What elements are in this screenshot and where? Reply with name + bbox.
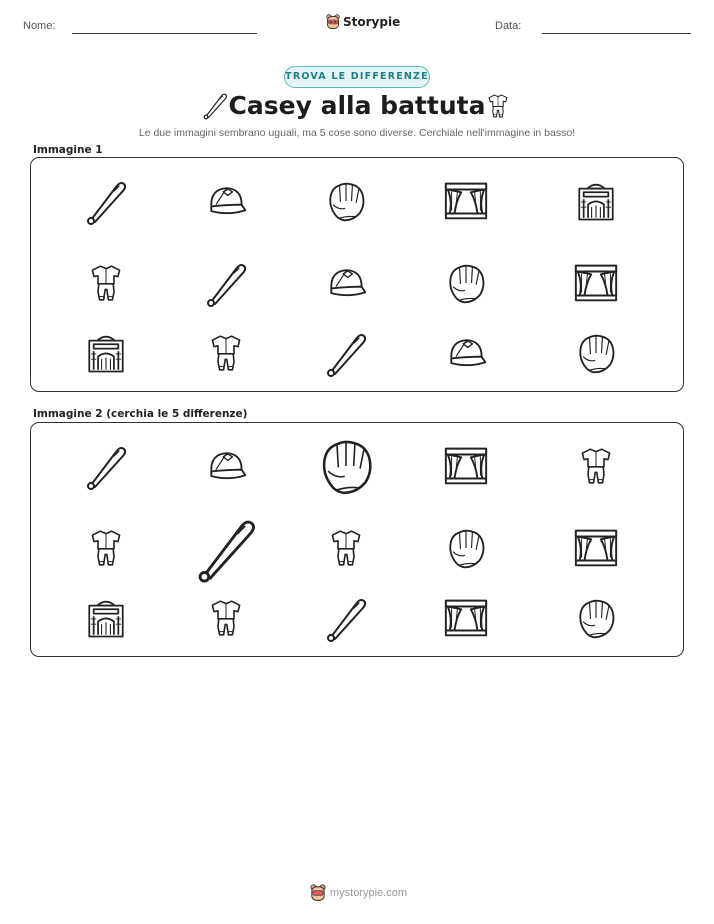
page-title: Casey alla battuta bbox=[228, 91, 486, 120]
section2-label: Immagine 2 (cerchia le 5 differenze) bbox=[33, 408, 248, 420]
theater-icon[interactable] bbox=[84, 593, 128, 643]
bear-icon bbox=[326, 14, 340, 30]
footer-url[interactable]: mystorypie.com bbox=[330, 887, 408, 899]
uniform-icon bbox=[485, 90, 511, 126]
uniform-icon[interactable] bbox=[86, 258, 126, 308]
stage-icon[interactable] bbox=[572, 524, 620, 572]
glove-icon[interactable] bbox=[443, 260, 489, 306]
glove-icon[interactable] bbox=[312, 434, 380, 498]
instructions: Le due immagini sembrano uguali, ma 5 cose sono diverse. Cerchiale nell'immagine in basso! bbox=[138, 127, 576, 139]
stage-icon[interactable] bbox=[442, 442, 490, 490]
bat-icon[interactable] bbox=[81, 176, 131, 226]
uniform-icon[interactable] bbox=[86, 523, 126, 573]
theater-icon[interactable] bbox=[574, 176, 618, 226]
footer bbox=[310, 884, 407, 902]
bear-icon bbox=[310, 884, 326, 902]
bat-icon[interactable] bbox=[321, 328, 371, 378]
bat-icon[interactable] bbox=[81, 441, 131, 491]
stage-icon[interactable] bbox=[442, 594, 490, 642]
brand-name: Storypie bbox=[343, 15, 401, 29]
uniform-icon[interactable] bbox=[326, 523, 366, 573]
image1-panel bbox=[30, 157, 684, 392]
bat-icon[interactable] bbox=[190, 512, 262, 584]
glove-icon[interactable] bbox=[573, 595, 619, 641]
date-label: Data: bbox=[495, 20, 522, 32]
stage-icon[interactable] bbox=[442, 177, 490, 225]
name-line[interactable] bbox=[72, 33, 257, 34]
cap-icon[interactable] bbox=[203, 443, 249, 489]
stage-icon[interactable] bbox=[572, 259, 620, 307]
activity-badge: TROVA LE DIFFERENZE bbox=[284, 66, 430, 88]
glove-icon[interactable] bbox=[573, 330, 619, 376]
cap-icon[interactable] bbox=[323, 260, 369, 306]
image2-panel bbox=[30, 422, 684, 657]
glove-icon[interactable] bbox=[443, 525, 489, 571]
uniform-icon[interactable] bbox=[206, 593, 246, 643]
brand-logo bbox=[326, 14, 400, 30]
uniform-icon[interactable] bbox=[576, 441, 616, 491]
name-label: Nome: bbox=[23, 20, 56, 32]
glove-icon[interactable] bbox=[323, 178, 369, 224]
cap-icon[interactable] bbox=[443, 330, 489, 376]
section1-label: Immagine 1 bbox=[33, 144, 103, 156]
theater-icon[interactable] bbox=[84, 328, 128, 378]
uniform-icon[interactable] bbox=[206, 328, 246, 378]
cap-icon[interactable] bbox=[203, 178, 249, 224]
bat-icon[interactable] bbox=[321, 593, 371, 643]
bat-icon[interactable] bbox=[201, 258, 251, 308]
date-line[interactable] bbox=[542, 33, 691, 34]
